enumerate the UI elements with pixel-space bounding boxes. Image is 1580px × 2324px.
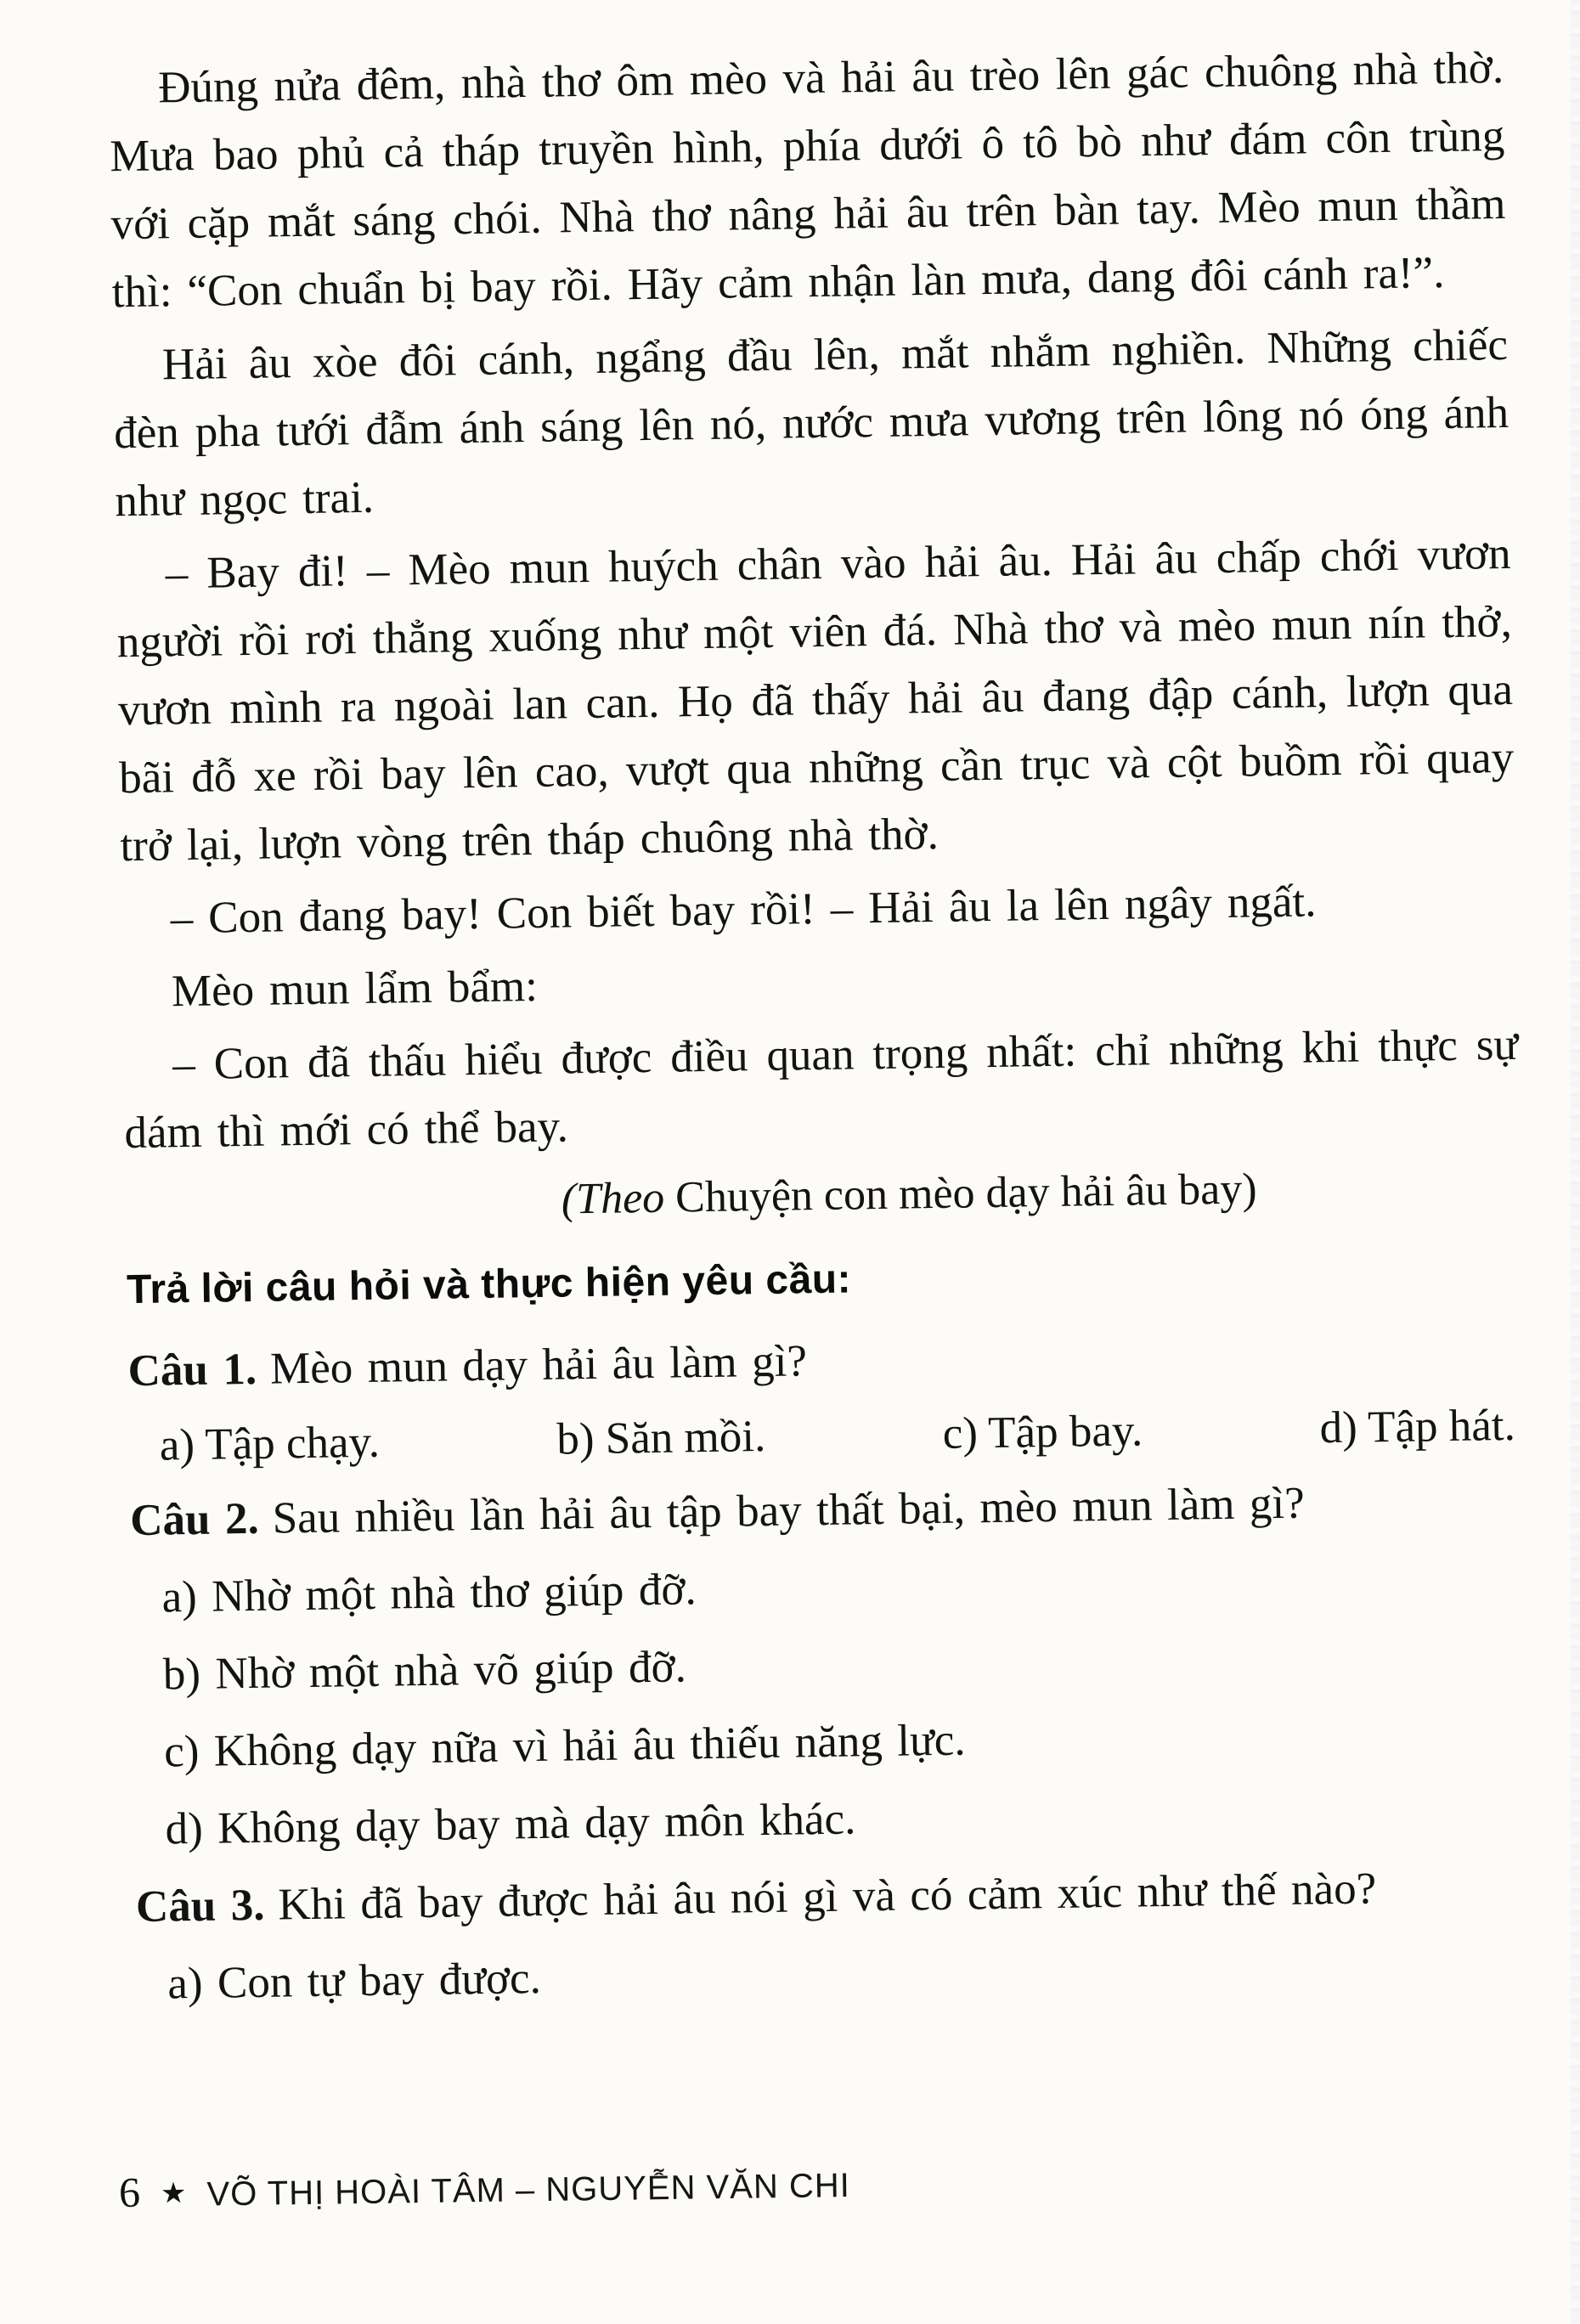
source-citation [125,1152,1521,1240]
question-1-text: Mèo mun dạy hải âu làm gì? [269,1336,808,1394]
option-d: d) Tập hát. [1319,1400,1516,1453]
section-heading: Trả lời câu hỏi và thực hiện yêu cầu: [126,1256,852,1313]
story-paragraph: Mèo mun lẩm bẩm: [171,961,539,1017]
question-1-options [128,1391,1524,1480]
option-c: c) Không dạy nữa vì hải âu thiếu năng lực. [163,1715,966,1777]
citation-title: Chuyện con mèo dạy hải âu bay) [674,1165,1258,1222]
question-3 [135,1853,1531,1941]
option-c: c) Tập bay. [942,1406,1143,1458]
page-text-block [109,34,1532,2028]
story-paragraph: – Con đã thấu hiểu được điều quan trọng nhất: chỉ những khi thực sự dám thì mới có thể bay. [124,1019,1519,1159]
page-footer [119,2158,851,2217]
question-3-text: Khi đã bay được hải âu nói gì và có cảm xúc như thế nào? [278,1864,1377,1930]
scan-edge-artifact [1571,0,1580,2324]
star-icon: ★ [160,2177,187,2210]
option-b: b) Săn mồi. [556,1411,766,1464]
story-paragraph: Đúng nửa đêm, nhà thơ ôm mèo và hải âu trèo lên gác chuông nhà thờ. Mưa bao phủ cả tháp truyền hình, phía dưới ô tô bò như đám côn trùng với cặp mắt sáng chói. Nhà thơ nâng hải âu trên bàn tay. Mèo mun thầm thì: “Con chuẩn bị bay rồi. Hãy cảm nhận làn mưa, dang đôi cánh ra!”. [109,42,1506,318]
question-2-label: Câu 2. [129,1493,260,1546]
option-a: a) Tập chạy. [159,1417,381,1470]
story-paragraph: – Bay đi! – Mèo mun huých chân vào hải âu. Hải âu chấp chới vươn người rồi rơi thẳng xuống như một viên đá. Nhà thơ và mèo mun nín thở, vươn mình ra ngoài lan can. Họ đã thấy hải âu đang đập cánh, lượn qua bãi đỗ xe rồi bay lên cao, vượt qua những cần trục và cột buồm rồi quay trở lại, lượn vòng trên tháp chuông nhà thờ. [116,528,1515,872]
option-b: b) Nhờ một nhà võ giúp đỡ. [162,1642,687,1700]
question-1-label: Câu 1. [127,1344,257,1396]
question-1 [127,1317,1523,1405]
question-2-text: Sau nhiều lần hải âu tập bay thất bại, mèo mun làm gì? [272,1478,1306,1543]
page-number: 6 [118,2168,141,2216]
option-a: a) Con tự bay được. [166,1953,542,2009]
footer-authors: VÕ THỊ HOÀI TÂM – NGUYỄN VĂN CHI [206,2166,851,2214]
question-3-label: Câu 3. [135,1880,265,1932]
citation-source-label: (Theo [561,1173,665,1224]
option-d: d) Không dạy bay mà dạy môn khác. [165,1794,856,1854]
question-2 [130,1466,1526,1554]
story-paragraph: – Con đang bay! Con biết bay rồi! – Hải âu la lên ngây ngất. [170,877,1317,944]
option-a: a) Nhờ một nhà thơ giúp đỡ. [161,1565,697,1622]
story-paragraph: Hải âu xòe đôi cánh, ngẩng đầu lên, mắt nhắm nghiền. Những chiếc đèn pha tưới đẫm ánh sáng lên nó, nước mưa vương trên lông nó óng ánh như ngọc trai. [113,319,1509,527]
